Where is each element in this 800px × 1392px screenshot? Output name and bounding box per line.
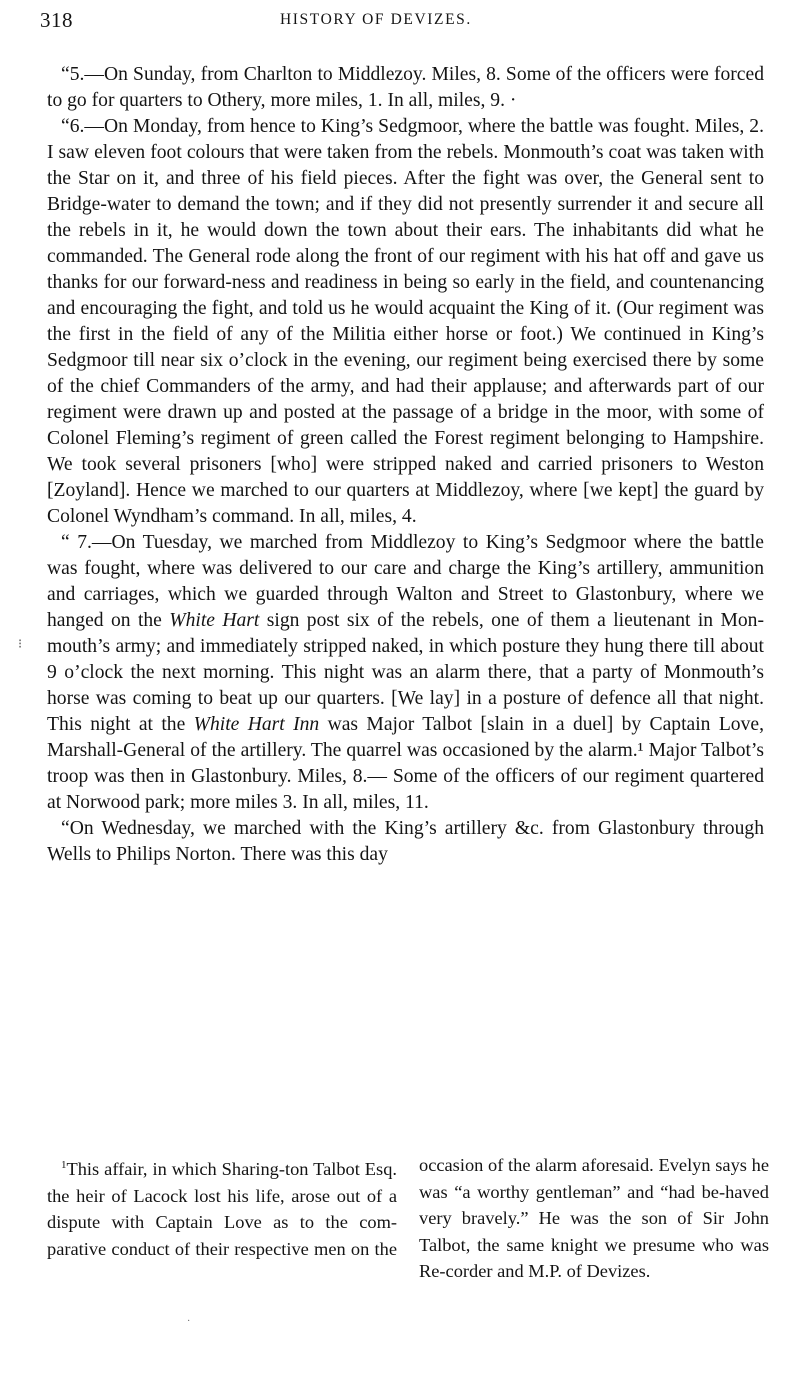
paragraph-day-5 <box>47 62 764 114</box>
bottom-mark: · <box>187 1316 191 1327</box>
text-segment: sign post six of the rebels, one of them a lieutenant in Mon-mouth’s army; and immediately stripped naked, in which posture they hung there till about 9 o’clock the next morning. This night was an alarm there, that a party of Monmouth’s horse was coming to beat up our quarters. [We lay] in a posture of defence all that night. This night at the <box>47 610 764 735</box>
body-text <box>47 62 764 868</box>
paragraph-day-6 <box>47 114 764 530</box>
text-segment: “ 7.—On Tuesday, we marched from Middlezoy to King’s Sedgmoor where the battle was fought, where was delivered to our care and charge the King’s artillery, ammunition and carriages, which we guarded through Walton and Street to Glastonbury, where we hanged on the <box>47 532 764 631</box>
text-segment: “On Wednesday, we marched with the King’s artillery &c. from Glastonbury through Wells to Philips Norton. There was this day <box>47 818 764 865</box>
paragraph-day-7 <box>47 530 764 816</box>
page-number: 318 <box>40 8 73 32</box>
running-head <box>40 8 760 36</box>
text-segment: was Major Talbot [slain in a duel] by Captain Love, Marshall-General of the artillery. The quarrel was occasioned by the alarm.¹ Major Talbot’s troop was then in Glastonbury. Miles, 8.— Some of the officers of our regiment quartered at Norwood park; more miles 3. In all, miles, 11. <box>47 714 764 813</box>
text-segment: “6.—On Monday, from hence to King’s Sedgmoor, where the battle was fought. Miles, 2. I saw eleven foot colours that were taken from the rebels. Monmouth’s coat was taken with the Star on it, and three of his field pieces. After the fight was over, the General sent to Bridge-water to demand the town; and if they did not presently surrender it and secure all the rebels in it, he would down the town about their ears. The inhabitants did what he commanded. The General rode along the front of our regiment with his hat off and gave us thanks for our forward-ness and readiness in being so early in the field, and countenancing and encouraging the fight, and told us he would acquaint the King of it. (Our regiment was the first in the field of any of the Militia either horse or foot.) We continued in King’s Sedgmoor till near six o’clock in the evening, our regiment being exercised there by some of the chief Commanders of the army, and had their applause; and afterwards part of our regiment were drawn up and posted at the passage of a bridge in the moor, with some of Colonel Fleming’s regiment of green called the Forest regiment belonging to Hampshire. We took several prisoners [who] were stripped naked and carried prisoners to Weston [Zoyland]. Hence we marched to our quarters at Middlezoy, where [we kept] the guard by Colonel Wyndham’s command. In all, miles, 4. <box>47 116 764 527</box>
footnote-marker: 1 <box>61 1159 67 1171</box>
footnote-block <box>47 1152 769 1285</box>
italic-inn-name: White Hart Inn <box>193 714 320 735</box>
italic-inn-name: White Hart <box>169 610 260 631</box>
paragraph-wednesday <box>47 816 764 868</box>
margin-mark: ⁝ <box>18 636 23 651</box>
footnote-1 <box>47 1152 769 1285</box>
footnote-text: This affair, in which Sharing-ton Talbot Esq. the heir of Lacock lost his life, arose out of a dispute with Captain Love as to the com-parative conduct of their respective men on the occasion of the alarm aforesaid. Evelyn says he was “a worthy gentleman” and “had be-haved very bravely.” He was the son of Sir John Talbot, the same knight we presume who was Re-corder and M.P. of Devizes. <box>47 1155 769 1281</box>
text-segment: “5.—On Sunday, from Charlton to Middlezoy. Miles, 8. Some of the officers were forced to go for quarters to Othery, more miles, 1. In all, miles, 9. · <box>47 64 764 111</box>
running-title: HISTORY OF DEVIZES. <box>280 11 472 28</box>
